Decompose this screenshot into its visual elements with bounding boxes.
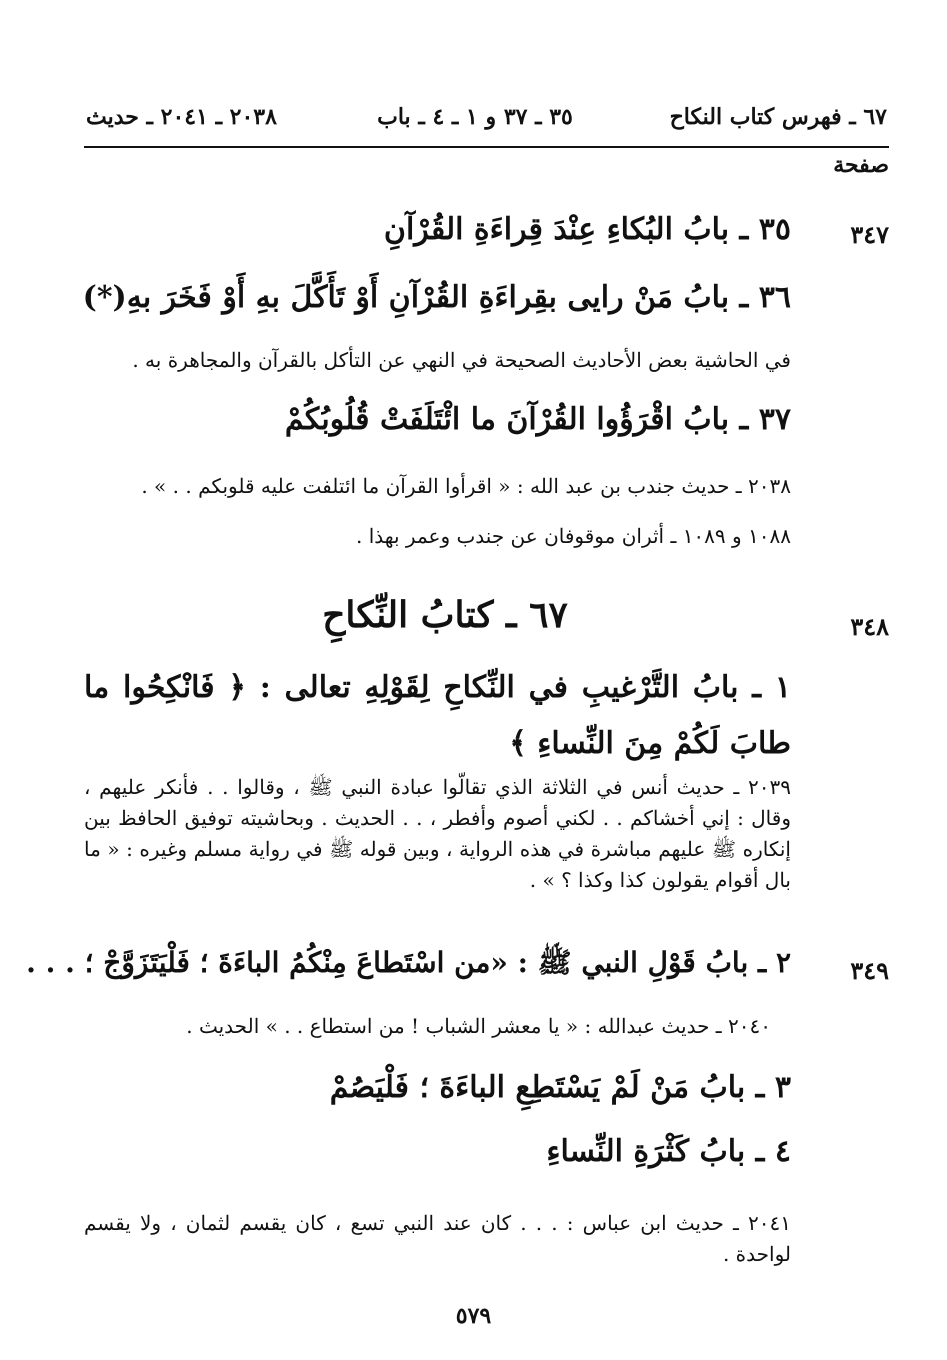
page-number-347: ٣٤٧ bbox=[850, 220, 889, 249]
header-hadith-range: ٢٠٣٨ ـ ٢٠٤١ ـ حديث bbox=[86, 104, 277, 130]
page-folio-number: ٥٧٩ bbox=[455, 1303, 492, 1329]
bab-36-heading: ٣٦ ـ بابُ مَنْ رايى بقِراءَةِ القُرْآنِ أَوْ تَأَكَّلَ بهِ أَوْ فَخَرَ بهِ(*) bbox=[82, 280, 791, 315]
page-column-label: صفحة bbox=[833, 152, 889, 178]
hadith-2039: ٢٠٣٩ ـ حديث أنس في الثلاثة الذي تقالّوا عبادة النبي ﷺ ، وقالوا . . فأنكر عليهم ، وقال : إني أخشاكم . . لكني أصوم وأفطر ، . . الحديث . وبحاشيته توفيق الحافظ بين إنكاره ﷺ عليهم مباشرة في هذه الرواية ، وبين قوله ﷺ في رواية مسلم وغيره : « ما بال أقوام يقولون كذا وكذا ؟ » . bbox=[84, 775, 791, 892]
bab-3-heading: ٣ ـ بابُ مَنْ لَمْ يَسْتَطِعِ الباءَةَ ؛ فَلْيَصُمْ bbox=[329, 1070, 791, 1105]
bab-2-heading: ٢ ـ بابُ قَوْلِ النبي ﷺ : «من اسْتَطاعَ مِنْكُمُ الباءَةَ ؛ فَلْيَتَزَوَّجْ ؛ . . . bbox=[26, 946, 791, 979]
bab-4-heading: ٤ ـ بابُ كَثْرَةِ النِّساءِ bbox=[546, 1134, 791, 1169]
bab-1-heading: ١ ـ بابُ التَّرْغيبِ في النِّكاحِ لِقَوْلِهِ تعالى : ﴿ فَانْكِحُوا ما طابَ لَكُمْ مِنَ النِّساءِ ﴾ bbox=[84, 670, 791, 761]
hadith-2040: ٢٠٤٠ ـ حديث عبدالله : « يا معشر الشباب ! من استطاع . . » الحديث . bbox=[186, 1014, 771, 1038]
hadith-2041: ٢٠٤١ ـ حديث ابن عباس : . . . كان عند النبي تسع ، كان يقسم لثمان ، ولا يقسم لواحدة . bbox=[84, 1211, 791, 1266]
bab-37-heading: ٣٧ ـ بابُ اقْرَؤُوا القُرْآنَ ما ائْتَلَفَتْ قُلُوبُكُمْ bbox=[284, 402, 791, 437]
book-67-title: ٦٧ ـ كتابُ النِّكاحِ bbox=[322, 594, 568, 636]
page-number-349: ٣٤٩ bbox=[850, 956, 889, 985]
bab-36-note: في الحاشية بعض الأحاديث الصحيحة في النهي عن التأكل بالقرآن والمجاهرة به . bbox=[132, 348, 791, 372]
header-chapter-range: ٣٥ ـ ٣٧ و ١ ـ ٤ ـ باب bbox=[377, 104, 573, 130]
header-rule bbox=[84, 146, 889, 148]
bab-35-heading: ٣٥ ـ بابُ البُكاءِ عِنْدَ قِراءَةِ القُرْآنِ bbox=[383, 212, 791, 247]
page-number-348: ٣٤٨ bbox=[850, 612, 889, 641]
hadith-2038: ٢٠٣٨ ـ حديث جندب بن عبد الله : « اقرأوا القرآن ما ائتلفت عليه قلوبكم . . » . bbox=[141, 474, 791, 498]
header-book-title: ٦٧ ـ فهرس كتاب النكاح bbox=[669, 104, 887, 130]
athar-1088-1089: ١٠٨٨ و ١٠٨٩ ـ أثران موقوفان عن جندب وعمر بهذا . bbox=[356, 524, 791, 548]
